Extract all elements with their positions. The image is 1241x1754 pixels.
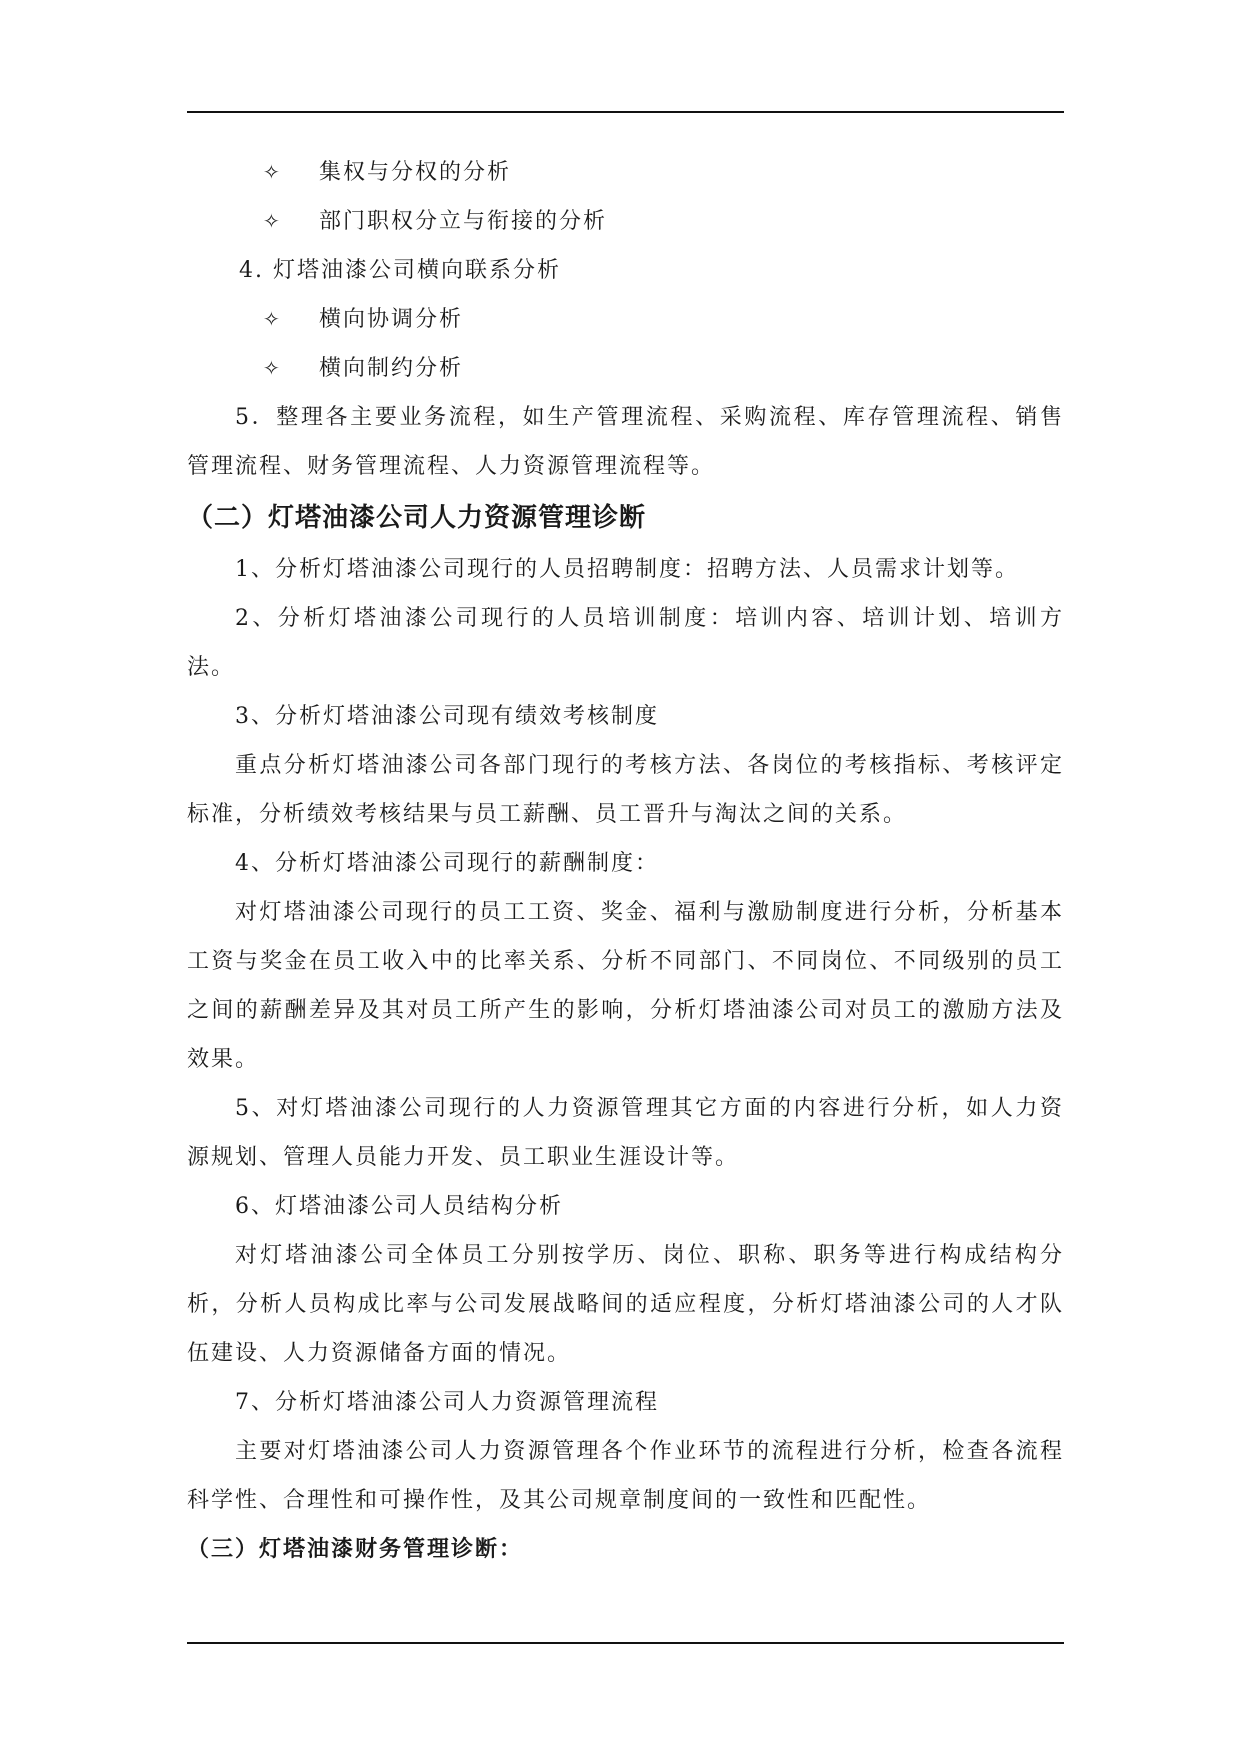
bullet-item — [187, 295, 1064, 344]
hr-item-6-title: 6、灯塔油漆公司人员结构分析 — [235, 1194, 563, 1219]
hr-item-1: 1、分析灯塔油漆公司现行的人员招聘制度：招聘方法、人员需求计划等。 — [235, 557, 1019, 582]
bullet-text: 横向制约分析 — [319, 356, 464, 381]
hr-item-2: 2、分析灯塔油漆公司现行的人员培训制度：培训内容、培训计划、培训方法。 — [187, 606, 1064, 680]
header-rule — [187, 111, 1064, 113]
bullet-item — [187, 148, 1064, 197]
diamond-bullet-icon: ✧ — [263, 209, 282, 233]
hr-item-4-body: 对灯塔油漆公司现行的员工工资、奖金、福利与激励制度进行分析，分析基本工资与奖金在员工收入中的比率关系、分析不同部门、不同岗位、不同级别的员工之间的薪酬差异及其对员工所产生的影响，分析灯塔油漆公司对员工的激励方法及效果。 — [187, 900, 1064, 1072]
document-body — [187, 148, 1064, 1574]
numbered-item-5: 5．整理各主要业务流程，如生产管理流程、采购流程、库存管理流程、销售管理流程、财务管理流程、人力资源管理流程等。 — [187, 405, 1064, 479]
bullet-text: 横向协调分析 — [319, 307, 464, 332]
bullet-text: 集权与分权的分析 — [319, 160, 512, 185]
bullet-item — [187, 344, 1064, 393]
hr-item-3-body: 重点分析灯塔油漆公司各部门现行的考核方法、各岗位的考核指标、考核评定标准，分析绩效考核结果与员工薪酬、员工晋升与淘汰之间的关系。 — [187, 753, 1064, 827]
hr-item-3-title: 3、分析灯塔油漆公司现有绩效考核制度 — [235, 704, 659, 729]
hr-item-5: 5、对灯塔油漆公司现行的人力资源管理其它方面的内容进行分析，如人力资源规划、管理人员能力开发、员工职业生涯设计等。 — [187, 1096, 1064, 1170]
bullet-item — [187, 197, 1064, 246]
hr-item-4-title: 4、分析灯塔油漆公司现行的薪酬制度： — [235, 851, 659, 876]
hr-item-7-title: 7、分析灯塔油漆公司人力资源管理流程 — [235, 1390, 659, 1415]
section-heading-hr: （二）灯塔油漆公司人力资源管理诊断 — [187, 503, 647, 533]
diamond-bullet-icon: ✧ — [263, 356, 282, 380]
hr-item-6-body: 对灯塔油漆公司全体员工分别按学历、岗位、职称、职务等进行构成结构分析，分析人员构成比率与公司发展战略间的适应程度，分析灯塔油漆公司的人才队伍建设、人力资源储备方面的情况。 — [187, 1243, 1064, 1366]
bullet-text: 部门职权分立与衔接的分析 — [319, 209, 608, 234]
footer-rule — [187, 1642, 1064, 1644]
hr-item-7-body: 主要对灯塔油漆公司人力资源管理各个作业环节的流程进行分析，检查各流程科学性、合理性和可操作性，及其公司规章制度间的一致性和匹配性。 — [187, 1439, 1064, 1513]
diamond-bullet-icon: ✧ — [263, 307, 282, 331]
numbered-item-4: 4. 灯塔油漆公司横向联系分析 — [239, 258, 561, 283]
section-heading-finance: （三）灯塔油漆财务管理诊断： — [187, 1536, 524, 1562]
diamond-bullet-icon: ✧ — [263, 160, 282, 184]
